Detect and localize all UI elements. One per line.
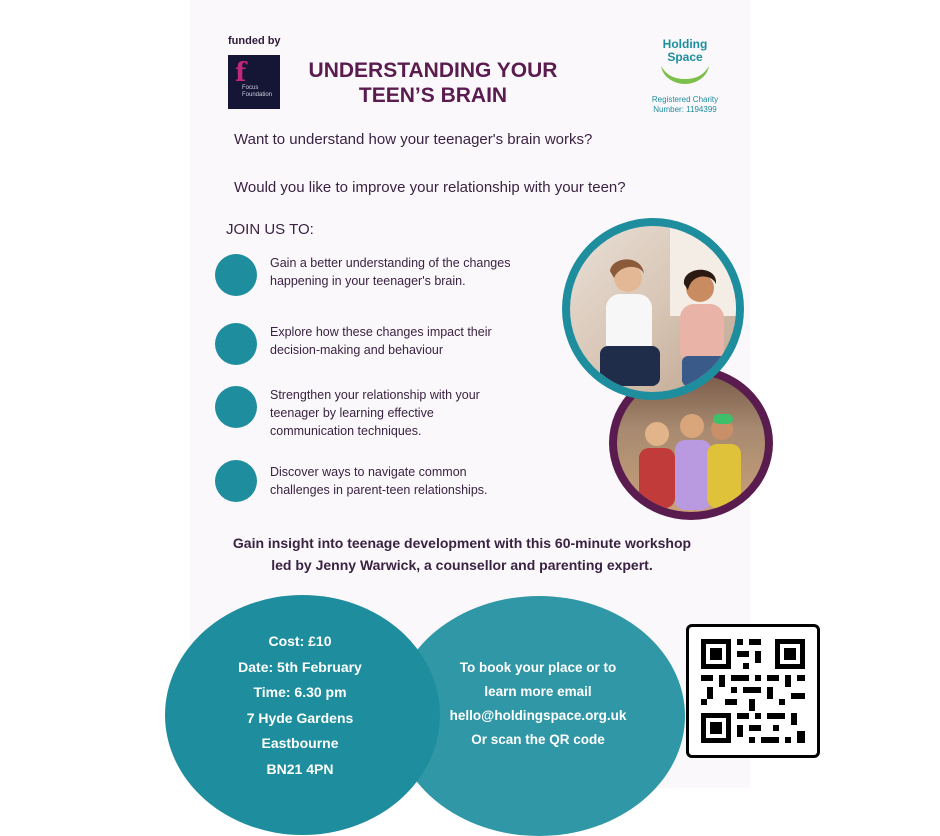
bullet-icon — [215, 254, 257, 296]
bullet-icon — [215, 323, 257, 365]
postcode-text: BN21 4PN — [266, 760, 334, 777]
list-item: Discover ways to navigate common challenges in parent-teen relationships. — [270, 465, 488, 497]
time-text: Time: 6.30 pm — [253, 684, 347, 700]
question-2: Would you like to improve your relationship with your teen? — [234, 179, 626, 196]
list-item: Gain a better understanding of the changes happening in your teenager's brain. — [270, 256, 511, 288]
bullet-icon — [215, 386, 257, 428]
funder-logo-text: Focus Foundation — [242, 85, 273, 98]
funder-logo: f Focus Foundation — [228, 55, 280, 109]
charity-number: Registered Charity Number: 1194399 — [651, 95, 719, 114]
holding-space-logo: Holding Space — [645, 38, 725, 88]
funded-by-label: funded by — [228, 35, 281, 47]
address-line-2: Eastbourne — [261, 735, 339, 751]
bullet-icon — [215, 460, 257, 502]
email-link[interactable]: hello@holdingspace.org.uk — [449, 708, 627, 723]
list-item: Strengthen your relationship with your teenager by learning effective communication techniques. — [270, 388, 480, 438]
hands-icon — [655, 64, 715, 86]
workshop-description: Gain insight into teenage development with this 60-minute workshop led by Jenny Warwick, a counsellor and parenting expert. — [232, 535, 692, 573]
question-1: Want to understand how your teenager's brain works? — [234, 131, 593, 148]
event-details — [200, 629, 400, 782]
cost-text: Cost: £10 — [268, 633, 332, 649]
booking-info: To book your place or to learn more email hello@holdingspace.org.uk Or scan the QR code — [428, 656, 648, 752]
qr-code[interactable] — [686, 624, 820, 758]
qr-code-icon — [689, 627, 817, 755]
page-title: UNDERSTANDING YOUR TEEN’S BRAIN — [308, 59, 558, 107]
address-line-1: 7 Hyde Gardens — [246, 709, 354, 726]
join-heading: JOIN US TO: — [226, 221, 314, 238]
parent-teen-photo — [562, 218, 744, 400]
list-item: Explore how these changes impact their decision-making and behaviour — [270, 325, 492, 357]
date-text: Date: 5th February — [238, 658, 362, 675]
